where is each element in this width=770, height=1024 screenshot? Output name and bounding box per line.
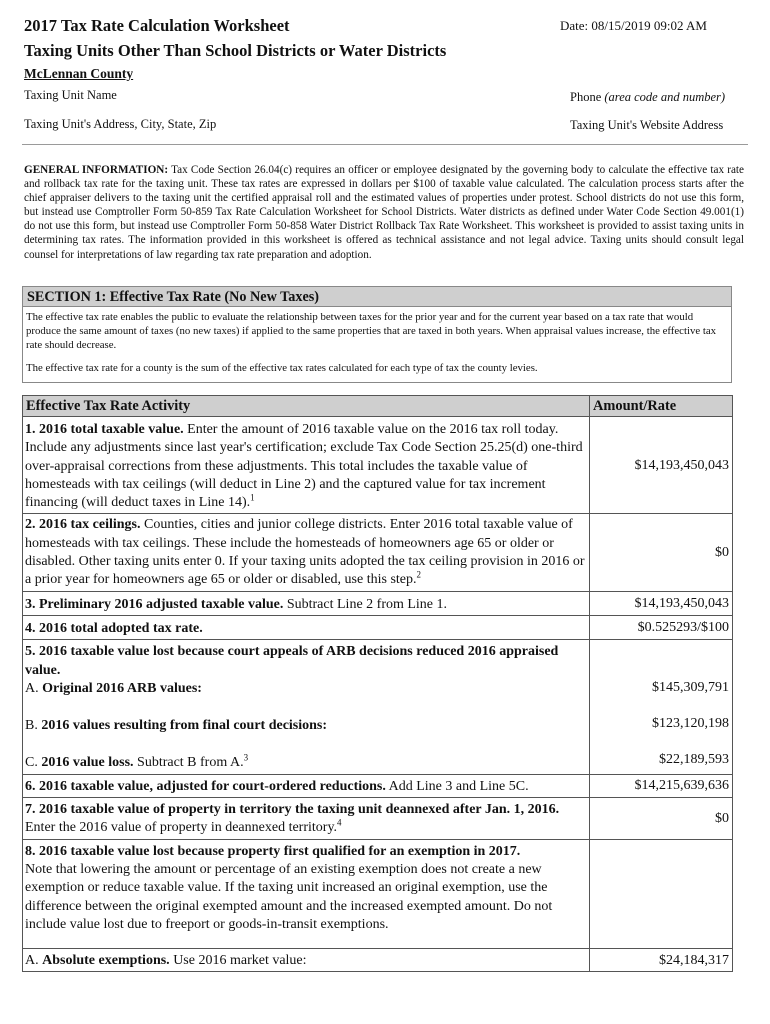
phone-label [570,90,725,105]
line-7-description [23,798,590,840]
line-8-amount-empty [590,839,733,948]
line-1-description [23,417,590,514]
line-8a-text: Use 2016 market value: [173,953,307,969]
line-8a-description [23,949,590,972]
line-1-title: 1. 2016 total taxable value. [25,422,184,437]
website-label: Taxing Unit's Website Address [570,118,724,132]
line-8-title: 8. 2016 taxable value lost because property first qualified for an exemption in 2017. [25,843,521,859]
county-name: McLennan County [24,66,134,81]
table-row-line-1 [23,417,733,514]
line-5c-text: Subtract B from A. [137,755,244,771]
line-7-footnote: 4 [337,817,342,828]
table-row-line-5 [23,640,733,774]
line-2-description [23,514,590,591]
table-row-line-4 [23,615,733,639]
table-row-line-6 [23,774,733,797]
print-date: Date: 08/15/2019 09:02 AM [560,18,707,33]
section-1-paragraph-2: The effective tax rate for a county is the sum of the effective tax rates calculated for each type of tax the county levies. [26,362,538,375]
line-2-title: 2. 2016 tax ceilings. [25,517,141,533]
table-row-line-7 [23,798,733,840]
phone-label-hint: (area code and number) [604,90,726,104]
general-information-text: Tax Code Section 26.04(c) requires an officer or employee designated by the governing body to calculate the effective tax rate and rollback tax rate for the taxing unit. These tax rates are expressed in dollars per $100 of taxable value calculated. The calculation process starts after the chief appraiser delivers to the taxing unit the certified appraisal roll and the estimated values of properties under protest. School districts do not use this form, but instead use Comptroller Form 50-859 Tax Rate Calculation Worksheet for School Districts. Water districts as defined under Water Code Section 49.001(1) do not use this form, but instead use Comptroller Form 50-858 Water District Rollback Tax Rate Worksheet. This worksheet is provided to assist taxing units in determining tax rates. The information provided in this worksheet is offered as technical assistance and not legal advice. Taxing units should consult legal counsel for interpretations of law regarding tax rate preparation and adoption. [24,164,744,261]
line-7-amount: $0 [590,798,733,840]
section-1 [22,286,732,383]
section-1-description [23,307,731,382]
header-divider [22,144,748,145]
line-1-amount: $14,193,450,043 [590,417,733,514]
line-4-amount: $0.525293/$100 [590,615,733,639]
line-5-description [23,640,590,774]
line-5c-title: 2016 value loss. [41,755,134,771]
section-1-paragraph-1: The effective tax rate enables the public to evaluate the relationship between taxes for the prior year and for the current year based on a tax rate that would produce the same amount of taxes (no new taxes) if applied to the same properties that are taxed in both years. When appraisal values increase, the effective tax rate should decrease. [26,311,717,351]
table-row-line-8 [23,839,733,948]
line-5a-title: Original 2016 ARB values: [42,680,202,696]
line-7-text: Enter the 2016 value of property in deannexed territory. [25,820,338,836]
line-5-amounts [590,640,733,774]
line-8a-prefix: A. [25,953,39,969]
line-3-title: 3. Preliminary 2016 adjusted taxable value. [25,596,284,612]
line-5a-prefix: A. [25,680,39,696]
section-1-title: SECTION 1: Effective Tax Rate (No New Taxes) [23,287,731,307]
phone-label-text: Phone [570,90,602,104]
page-subtitle: Taxing Units Other Than School Districts or Water Districts [24,41,447,60]
general-information [24,163,744,262]
column-header-amount: Amount/Rate [590,396,733,417]
line-6-description [23,774,590,797]
line-5c-amount: $22,189,593 [659,752,729,768]
line-8-description [23,839,590,948]
page-title: 2017 Tax Rate Calculation Worksheet [24,16,290,35]
line-4-description [23,615,590,639]
line-3-description [23,591,590,615]
line-3-amount: $14,193,450,043 [590,591,733,615]
line-5b-title: 2016 values resulting from final court decisions: [41,718,328,734]
column-header-activity: Effective Tax Rate Activity [23,396,590,417]
line-5b-amount: $123,120,198 [652,716,729,732]
line-8a-amount: $24,184,317 [590,949,733,972]
line-5b-prefix: B. [25,718,38,734]
line-5c-footnote: 3 [243,752,249,763]
address-label: Taxing Unit's Address, City, State, Zip [24,117,217,131]
line-8-text: Note that lowering the amount or percentage of an existing exemption does not create a new exemption or reduce taxable value. If the taxing unit increased an original exemption, use the difference between the original exempted amount and the increased exempted amount. Do not include value lost due to freeport or goods-in-transit exemptions. [25,861,553,932]
line-4-title: 4. 2016 total adopted tax rate. [25,620,203,636]
table-header-row [23,396,733,417]
line-6-amount: $14,215,639,636 [590,774,733,797]
line-2-footnote: 2 [416,569,421,580]
general-information-lead: GENERAL INFORMATION: [24,164,169,176]
table-row-line-3 [23,591,733,615]
line-7-title: 7. 2016 taxable value of property in territory the taxing unit deannexed after Jan. 1, 2016. [25,802,560,818]
line-2-text: Counties, cities and junior college districts. Enter 2016 total taxable value of homesteads with tax ceilings. These include the homesteads of homeowners age 65 or older or disabled. Other taxing units enter 0. If your taxing units adopted the tax ceiling provision in 2016 or a prior year for homeowners age 65 or older or disabled, use this step. [25,517,585,588]
line-5-title: 5. 2016 taxable value lost because court appeals of ARB decisions reduced 2016 appraised value. [25,644,559,678]
line-1-footnote: 1 [250,492,255,503]
effective-tax-rate-table [22,395,733,972]
line-3-text: Subtract Line 2 from Line 1. [286,596,448,612]
table-row-line-2 [23,514,733,591]
table-row-line-8a [23,949,733,972]
line-2-amount: $0 [590,514,733,591]
line-1-text: Enter the amount of 2016 taxable value on the 2016 tax roll today. Include any adjustments since last year's certification; exclude Tax Code Section 25.25(d) one-third over-appraisal corrections from these adjustments. This total includes the taxable value of homesteads with tax ceilings (will deduct in Line 2) and the captured value for tax increment financing (will deduct taxes in Line 14). [25,422,583,511]
line-8a-title: Absolute exemptions. [42,953,170,969]
taxing-unit-name-label: Taxing Unit Name [24,88,117,102]
line-5c-prefix: C. [25,755,38,771]
line-5a-amount: $145,309,791 [652,679,729,695]
line-6-text: Add Line 3 and Line 5C. [388,778,529,794]
line-6-title: 6. 2016 taxable value, adjusted for court-ordered reductions. [25,778,386,794]
